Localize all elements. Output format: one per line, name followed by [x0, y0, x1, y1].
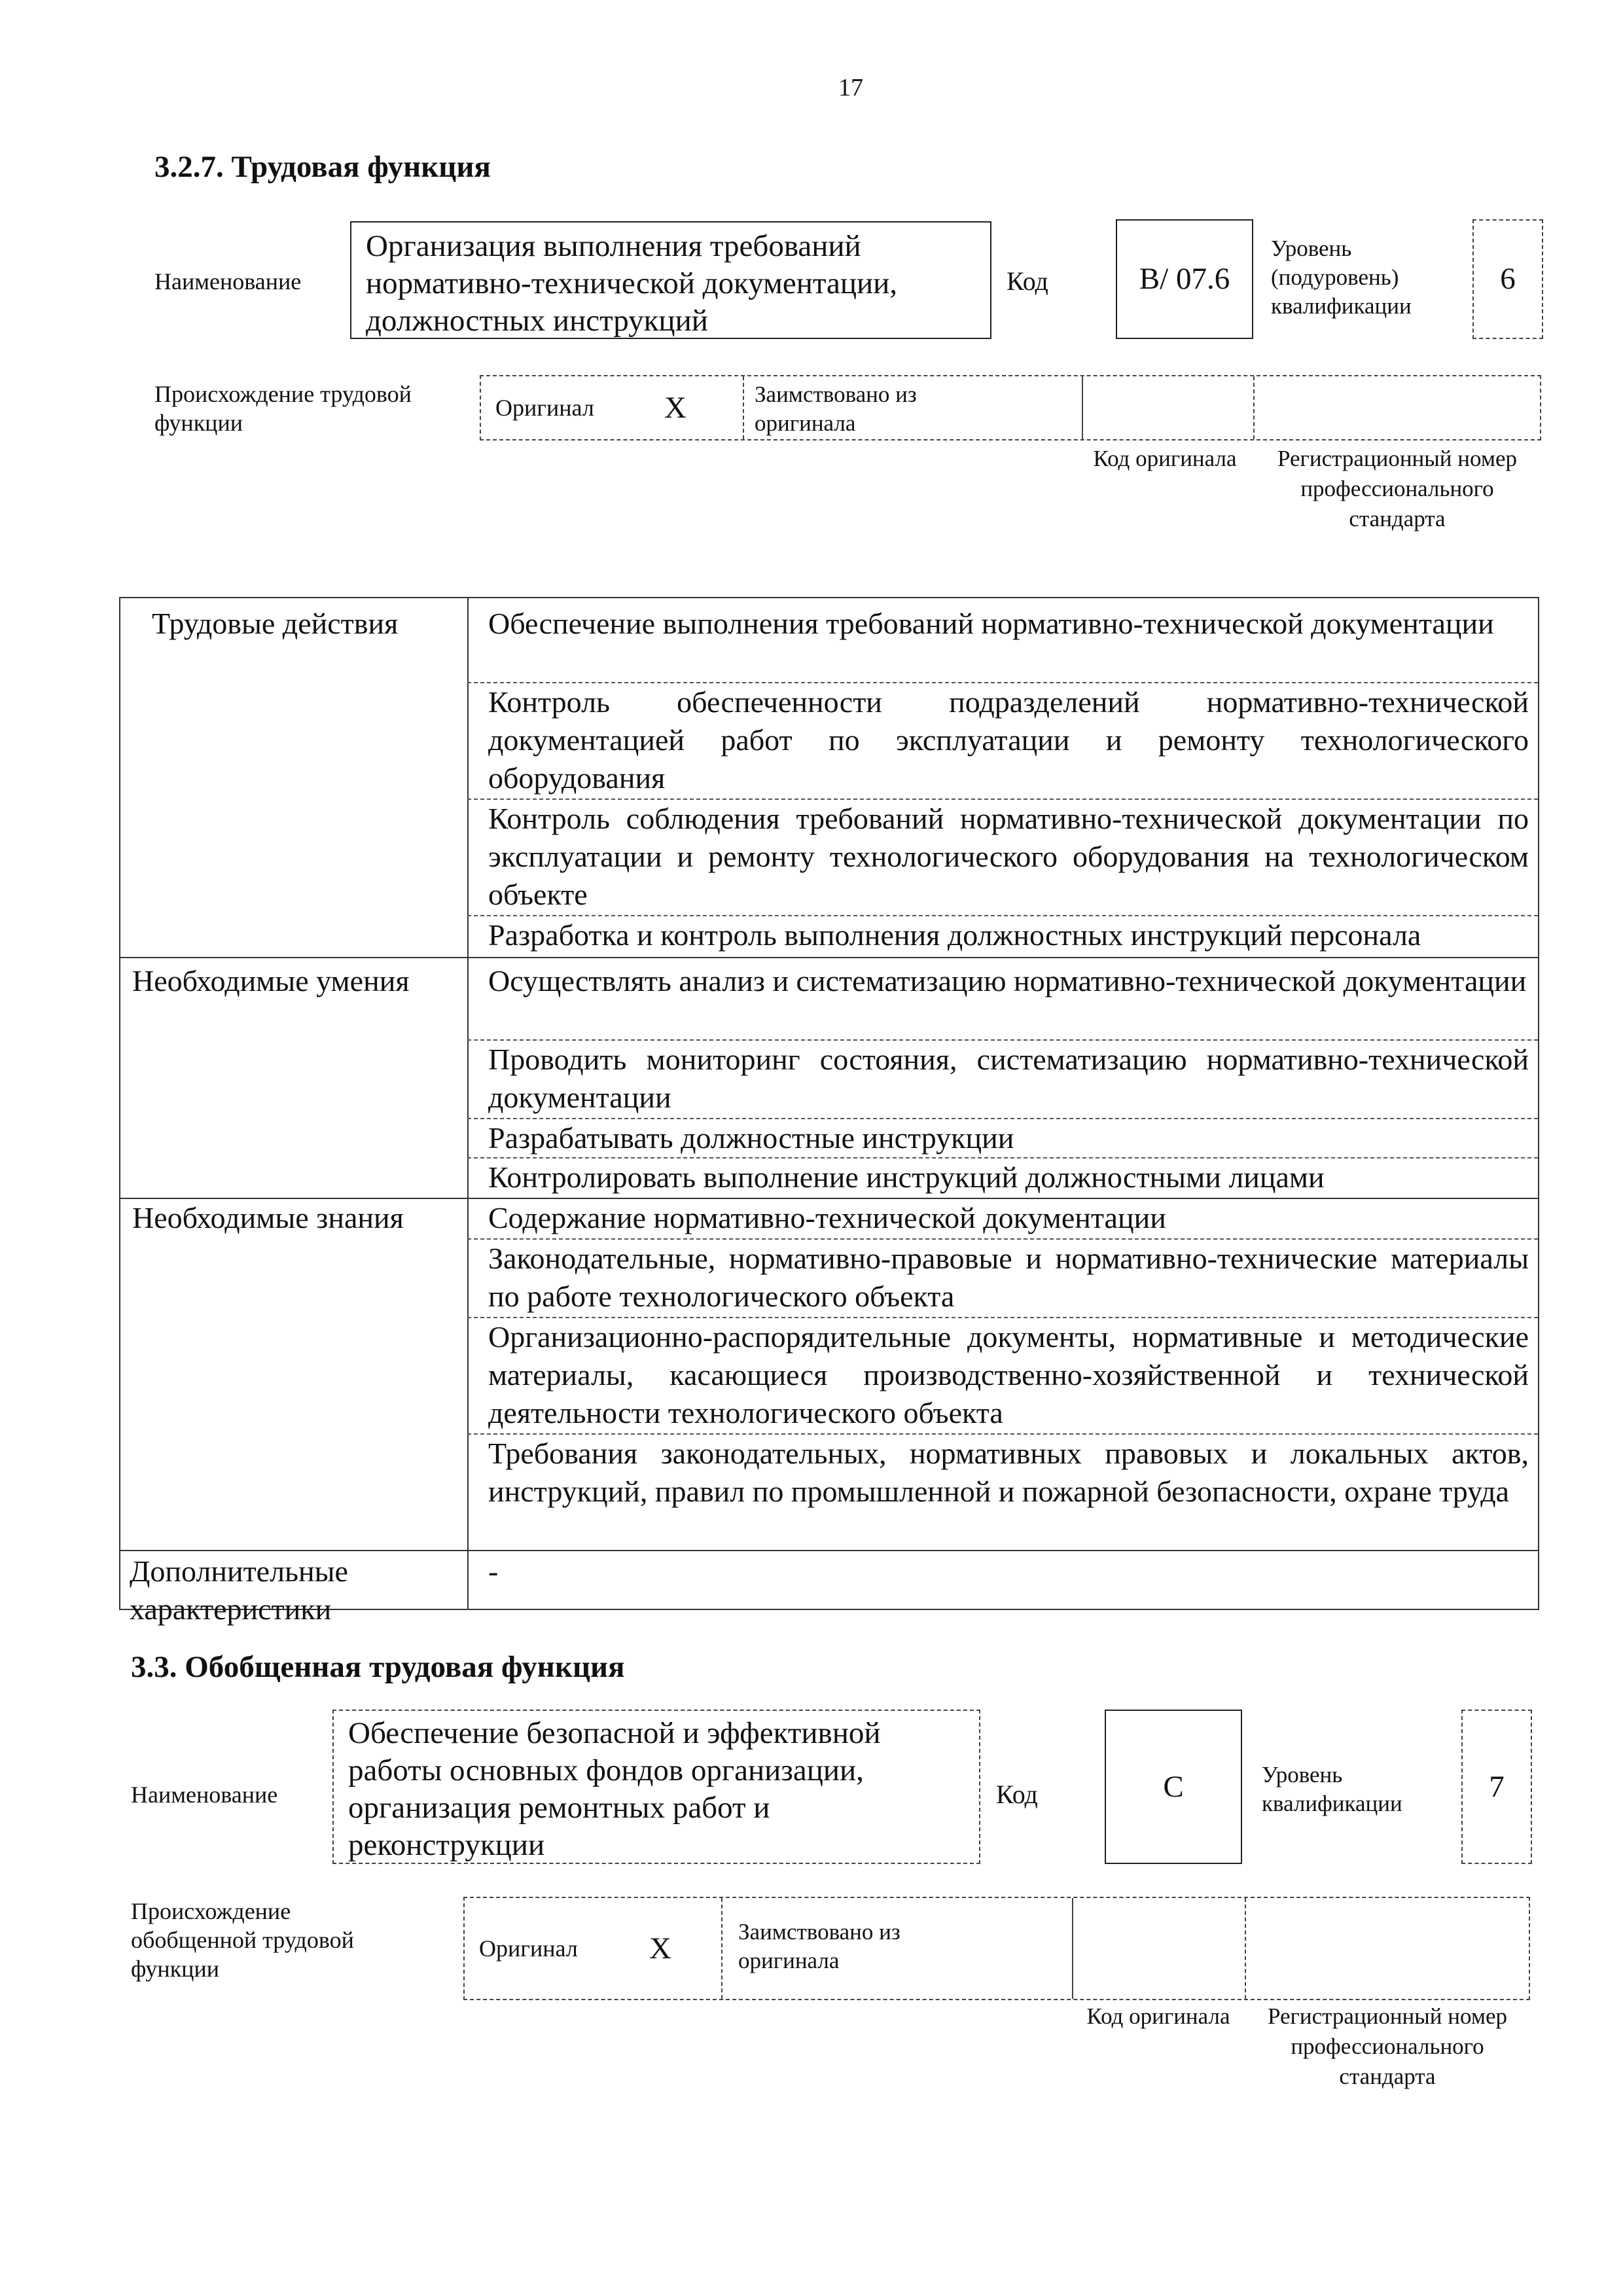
section-heading-3-3: 3.3. Обобщенная трудовая функция	[131, 1650, 625, 1684]
code-label: Код	[1007, 266, 1048, 296]
reg-number-caption: Регистрационный номер профессионального стандарта	[1277, 446, 1518, 531]
borrowed-label-2: Заимствовано из оригинала	[738, 1919, 901, 1973]
additional-value: -	[488, 1554, 499, 1588]
code-box-2	[1105, 1710, 1242, 1864]
additional-label: Дополнительные характеристики	[130, 1554, 348, 1626]
labor-action-4: Разработка и контроль выполнения должностных инструкций персонала	[488, 918, 1421, 952]
skill-1: Осуществлять анализ и систематизацию нормативно-технической документации	[488, 964, 1527, 997]
borrowed-label: Заимствовано из оригинала	[755, 382, 917, 436]
labor-action-3: Контроль соблюдения требований нормативно-технической документации по эксплуатации и ремонту технологического оборудования на технологическом объекте	[488, 802, 1529, 911]
original-mark-2: X	[649, 1931, 671, 1965]
name-label-2: Наименование	[131, 1782, 278, 1808]
skill-3: Разрабатывать должностные инструкции	[488, 1121, 1014, 1155]
knowledge-1: Содержание нормативно-технической документации	[488, 1201, 1166, 1234]
origin-divider-1	[743, 376, 744, 439]
skills-label: Необходимые умения	[132, 964, 410, 997]
original-mark: X	[664, 391, 687, 425]
labor-actions-label: Трудовые действия	[152, 607, 399, 640]
origin-divider-3	[1253, 376, 1255, 439]
name-label: Наименование	[154, 268, 302, 295]
origin-table	[480, 375, 1541, 440]
origin-table-2	[463, 1897, 1530, 2000]
code-value: B/ 07.6	[1139, 262, 1230, 296]
origin-label-2: Происхождение обобщенной трудовой функции	[131, 1898, 354, 1982]
code-original-caption-2: Код оригинала	[1086, 2003, 1230, 2029]
generalized-function-name-box	[332, 1710, 980, 1864]
knowledge-2: Законодательные, нормативно-правовые и нормативно-технические материалы по работе технологического объекта	[488, 1242, 1529, 1313]
code-value-2: C	[1163, 1769, 1184, 1804]
level-value-2: 7	[1489, 1769, 1505, 1804]
table-column-divider	[467, 598, 469, 1609]
labor-action-2: Контроль обеспеченности подразделений нормативно-технической документацией работ по эксплуатации и ремонту технологического оборудования	[488, 685, 1529, 795]
level-value: 6	[1500, 262, 1516, 296]
section-divider	[120, 1550, 1538, 1551]
level-label: Уровень (подуровень) квалификации	[1271, 236, 1412, 319]
function-name-box	[350, 221, 991, 339]
code-label-2: Код	[996, 1780, 1038, 1809]
function-name-value: Организация выполнения требований нормативно-технической документации, должностных инструкций	[366, 229, 898, 338]
code-box	[1116, 219, 1253, 339]
knowledge-3: Организационно-распорядительные документы, нормативные и методические материалы, касающиеся производственно-хозяйственной и технической деятельности технологического объекта	[488, 1320, 1529, 1429]
labor-action-1: Обеспечение выполнения требований нормативно-технической документации	[488, 607, 1494, 640]
skill-2: Проводить мониторинг состояния, систематизацию нормативно-технической документации	[488, 1043, 1529, 1114]
level-box	[1472, 219, 1543, 339]
original-label-2: Оригинал	[479, 1935, 578, 1962]
origin-divider-2-2	[1072, 1898, 1073, 1999]
origin-label: Происхождение трудовой функции	[154, 381, 412, 436]
knowledge-4: Требования законодательных, нормативных правовых и локальных актов, инструкций, правил по промышленной и пожарной безопасности, охране труда	[488, 1437, 1529, 1508]
level-label-2: Уровень квалификации	[1262, 1762, 1402, 1816]
original-label: Оригинал	[495, 395, 594, 421]
section-heading-3-2-7: 3.2.7. Трудовая функция	[154, 150, 491, 184]
origin-divider-2-3	[1245, 1898, 1246, 1999]
reg-number-caption-2: Регистрационный номер профессионального стандарта	[1267, 2003, 1508, 2089]
origin-divider-2-1	[721, 1898, 722, 1999]
page-number: 17	[838, 74, 863, 101]
origin-divider-2	[1082, 376, 1083, 439]
level-box-2	[1461, 1710, 1532, 1864]
code-original-caption: Код оригинала	[1093, 446, 1237, 471]
competency-table	[119, 597, 1539, 1626]
section-divider	[120, 957, 1538, 958]
knowledge-label: Необходимые знания	[132, 1201, 404, 1234]
skill-4: Контролировать выполнение инструкций должностными лицами	[488, 1160, 1325, 1194]
generalized-function-name-value: Обеспечение безопасной и эффективной работы основных фондов организации, организация ремонтных работ и реконструкции	[348, 1716, 881, 1862]
